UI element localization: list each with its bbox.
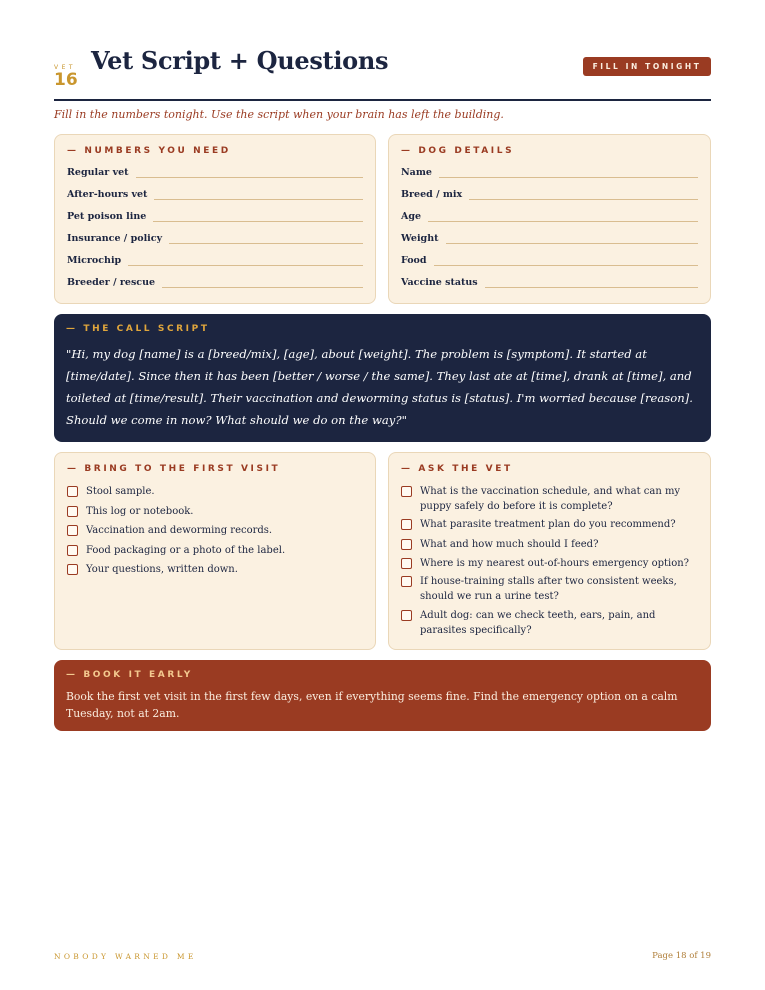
field-label: Vaccine status	[401, 277, 478, 288]
field-label: Weight	[401, 233, 439, 244]
regular-vet-field[interactable]	[67, 165, 363, 179]
breed-mix-field[interactable]	[401, 187, 698, 201]
bring-heading: — BRING TO THE FIRST VISIT	[67, 464, 281, 474]
write-in-line[interactable]	[446, 234, 699, 244]
write-in-line[interactable]	[153, 212, 363, 222]
question-item	[401, 574, 698, 604]
dog-name-field[interactable]	[401, 165, 698, 179]
age-field[interactable]	[401, 209, 698, 223]
write-in-line[interactable]	[154, 190, 363, 200]
checkbox[interactable]	[67, 525, 78, 536]
vaccine-status-field[interactable]	[401, 275, 698, 289]
footer-brand: NOBODY WARNED ME	[54, 952, 197, 961]
call-script-heading: — THE CALL SCRIPT	[66, 324, 210, 334]
write-in-line[interactable]	[169, 234, 363, 244]
checkbox[interactable]	[401, 486, 412, 497]
page-title: Vet Script + Questions	[91, 46, 389, 75]
question-label: What and how much should I feed?	[420, 538, 599, 550]
question-item	[401, 608, 698, 638]
food-field[interactable]	[401, 253, 698, 267]
checklist-item	[67, 523, 363, 538]
ask-heading: — ASK THE VET	[401, 464, 513, 474]
write-in-line[interactable]	[162, 278, 363, 288]
insurance-policy-field[interactable]	[67, 231, 363, 245]
question-item	[401, 556, 698, 571]
field-label: Age	[401, 211, 422, 222]
book-it-early-card	[54, 660, 711, 731]
breeder-rescue-field[interactable]	[67, 275, 363, 289]
checkbox[interactable]	[67, 506, 78, 517]
field-label: Microchip	[67, 255, 122, 266]
field-label: Name	[401, 167, 432, 178]
numbers-heading: — NUMBERS YOU NEED	[67, 146, 231, 156]
call-script-text: "Hi, my dog [name] is a [breed/mix], [age], about [weight]. The problem is [symptom]. It started at [time/date]. Since then it has been [better / worse / the same]. They last ate at [time], drank at [time], and toileted at [time/result]. Their vaccination and deworming status is [status]. I'm worried because [reason]. Should we come in now? What should we do on the way?"	[66, 347, 693, 427]
write-in-line[interactable]	[128, 256, 363, 266]
dog-details-card	[388, 134, 711, 304]
checklist-label: This log or notebook.	[86, 505, 194, 517]
footer-page-number: Page 18 of 19	[652, 951, 711, 961]
checklist-label: Your questions, written down.	[86, 564, 238, 575]
checkbox[interactable]	[401, 576, 412, 587]
checklist-item	[67, 562, 363, 577]
checklist-label: Vaccination and deworming records.	[86, 525, 273, 536]
checkbox[interactable]	[67, 486, 78, 497]
question-label: What parasite treatment plan do you recommend?	[420, 519, 676, 530]
numbers-card	[54, 134, 376, 304]
question-item	[401, 517, 698, 532]
checkbox[interactable]	[67, 545, 78, 556]
field-label: Breed / mix	[401, 189, 463, 200]
dog-details-heading: — DOG DETAILS	[401, 146, 515, 156]
call-script-card	[54, 314, 711, 442]
checkbox[interactable]	[401, 519, 412, 530]
checklist-label: Stool sample.	[86, 486, 155, 497]
section-kicker: VET	[54, 64, 77, 71]
ask-card	[388, 452, 711, 650]
question-label: Where is my nearest out-of-hours emergency option?	[420, 557, 690, 569]
page-subtitle: Fill in the numbers tonight. Use the script when your brain has left the building.	[54, 108, 504, 121]
write-in-line[interactable]	[434, 256, 698, 266]
section-number: 16	[54, 70, 78, 90]
checkbox[interactable]	[401, 610, 412, 621]
field-label: Breeder / rescue	[67, 277, 156, 288]
after-hours-vet-field[interactable]	[67, 187, 363, 201]
write-in-line[interactable]	[485, 278, 698, 288]
field-label: Food	[401, 255, 427, 266]
microchip-field[interactable]	[67, 253, 363, 267]
bring-card	[54, 452, 376, 650]
field-label: After-hours vet	[67, 189, 148, 200]
question-label: Adult dog: can we check teeth, ears, pain, and parasites specifically?	[420, 610, 656, 636]
book-it-early-text: Book the first vet visit in the first few days, even if everything seems fine. Find the emergency option on a calm Tuesday, not at 2am.	[66, 690, 678, 720]
question-label: If house-training stalls after two consistent weeks, should we run a urine test?	[420, 576, 677, 602]
question-label: What is the vaccination schedule, and what can my puppy safely do before it is complete?	[420, 486, 681, 512]
field-label: Regular vet	[67, 167, 129, 178]
page-header	[54, 46, 711, 101]
write-in-line[interactable]	[439, 168, 698, 178]
write-in-line[interactable]	[428, 212, 698, 222]
field-label: Insurance / policy	[67, 233, 163, 244]
pet-poison-line-field[interactable]	[67, 209, 363, 223]
checklist-item	[67, 504, 363, 519]
checkbox[interactable]	[401, 539, 412, 550]
question-item	[401, 537, 698, 552]
question-item	[401, 484, 698, 514]
write-in-line[interactable]	[136, 168, 363, 178]
checkbox[interactable]	[67, 564, 78, 575]
weight-field[interactable]	[401, 231, 698, 245]
checklist-label: Food packaging or a photo of the label.	[86, 544, 286, 556]
checkbox[interactable]	[401, 558, 412, 569]
fill-in-tonight-badge: FILL IN TONIGHT	[583, 57, 711, 76]
book-it-early-heading: — BOOK IT EARLY	[66, 670, 193, 680]
write-in-line[interactable]	[469, 190, 698, 200]
field-label: Pet poison line	[67, 211, 147, 222]
checklist-item	[67, 543, 363, 558]
checklist-item	[67, 484, 363, 499]
